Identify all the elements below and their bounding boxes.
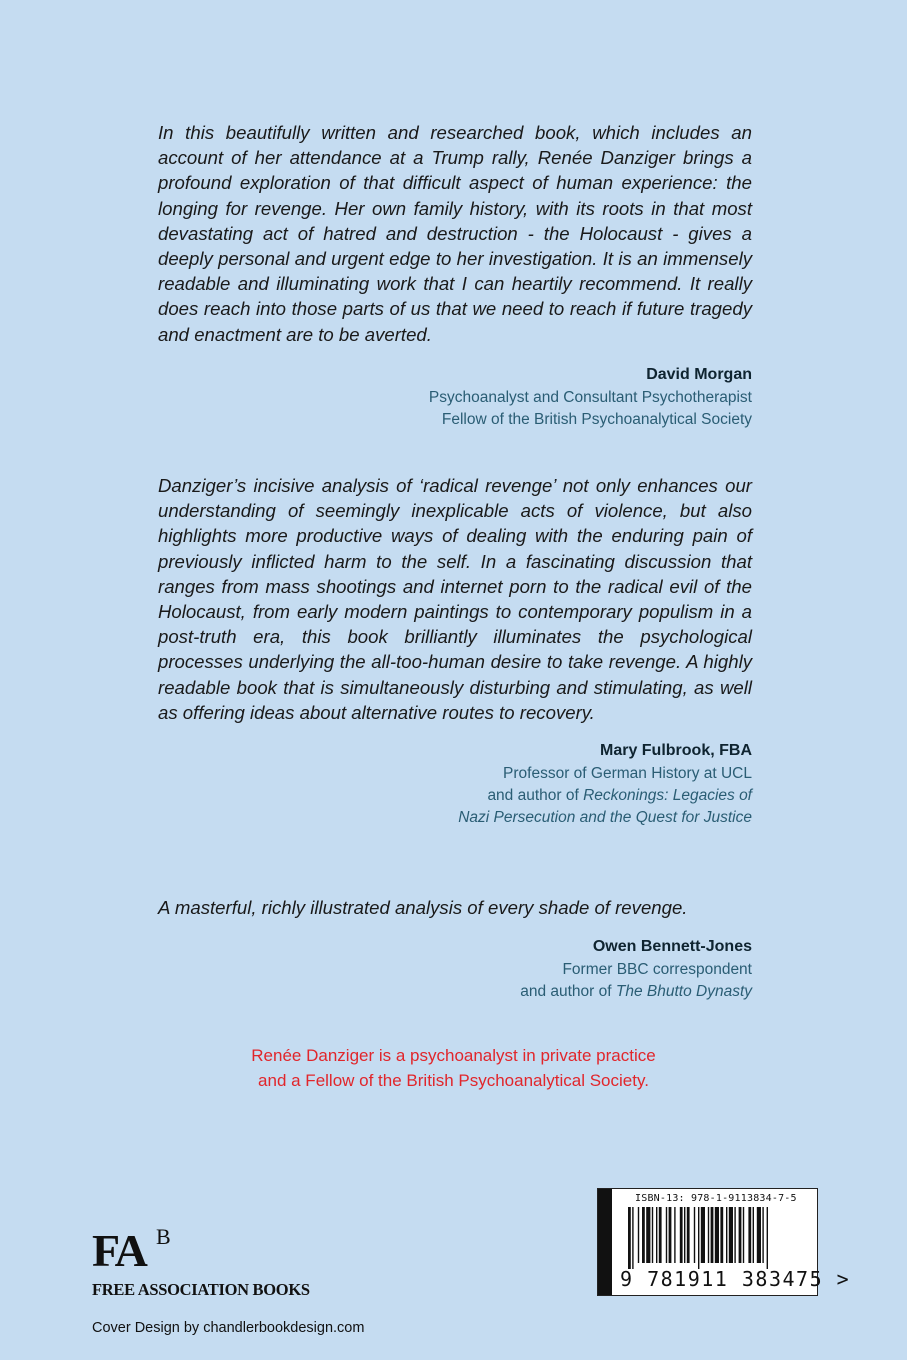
barcode-bar [680, 1207, 683, 1263]
review-attribution-2 [152, 740, 752, 829]
barcode-bar [715, 1207, 719, 1263]
barcode-bar [694, 1207, 695, 1263]
barcode-bar [734, 1207, 735, 1263]
barcode-bar [646, 1207, 650, 1263]
reviewer-book-title: Nazi Persecution and the Quest for Justice [458, 809, 752, 826]
barcode-bar [684, 1207, 685, 1263]
reviewer-name: David Morgan [646, 366, 752, 383]
reviewer-name: Mary Fulbrook, FBA [599, 742, 752, 759]
publisher-logo [92, 1224, 310, 1300]
reviewer-affiliation: and author of The Bhutto Dynasty [520, 983, 752, 1000]
barcode-bar [767, 1207, 768, 1269]
isbn-label: ISBN-13: 978-1-9113834-7-5 [635, 1193, 797, 1204]
author-bio-line: and a Fellow of the British Psychoanalytical Society. [258, 1071, 649, 1090]
barcode-bar [656, 1207, 657, 1263]
reviewer-title: Psychoanalyst and Consultant Psychotherapist [428, 389, 752, 406]
author-bio [0, 1043, 907, 1093]
barcode-bar [708, 1207, 709, 1263]
isbn-barcode [597, 1188, 851, 1296]
barcode-bar [748, 1207, 751, 1263]
barcode-bar [642, 1207, 645, 1263]
barcode-bar [726, 1207, 727, 1263]
publisher-name: FREE ASSOCIATION BOOKS [92, 1280, 310, 1299]
reviewer-affiliation: and author of Reckonings: Legacies of [487, 787, 752, 804]
reviewer-name: Owen Bennett-Jones [592, 938, 752, 955]
author-bio-line: Renée Danziger is a psychoanalyst in private practice [251, 1046, 656, 1065]
barcode-bar [669, 1207, 672, 1263]
barcode-bar [674, 1207, 675, 1263]
reviewer-title: Professor of German History at UCL [503, 765, 752, 782]
publisher-logo-mark-sup: B [156, 1224, 171, 1249]
barcode-bar [729, 1207, 733, 1263]
barcode-bar [632, 1207, 633, 1269]
barcode-bar [698, 1207, 699, 1269]
barcode-bar [666, 1207, 667, 1263]
barcode-bar [638, 1207, 639, 1263]
review-quote-2: Danziger’s incisive analysis of ‘radical revenge’ not only enhances our understanding of seemingly inexplicable acts of violence, but also highlights more productive ways of dealing with the enduring pain of previously inflicted harm to the self. In a fascinating discussion that ranges from mass shootings and internet porn to the radical evil of the Holocaust, from early modern paintings to contemporary populism in a post-truth era, this book brilliantly illuminates the psychological processes underlying the all-too-human desire to take revenge. A highly readable book that is simultaneously disturbing and stimulating, as well as offering ideas about alternative routes to recovery. [158, 475, 752, 723]
review-quote-3: A masterful, richly illustrated analysis of every shade of revenge. [158, 897, 688, 918]
publisher-logo-mark: FA [92, 1225, 146, 1276]
barcode-bar [659, 1207, 662, 1263]
review-quote-1: In this beautifully written and researched book, which includes an account of her attendance at a Trump rally, Renée Danziger brings a profound exploration of that difficult aspect of human experience: the longing for revenge. Her own family history, with its roots in that most devastating act of hatred and destruction - the Holocaust - gives a deeply personal and urgent edge to her investigation. It is an immensely readable and illuminating work that I can heartily recommend. It really does reach into those parts of us that we need to reach if future tragedy and enactment are to be averted. [158, 122, 752, 345]
barcode-bar [739, 1207, 742, 1263]
reviewer-affiliation: Fellow of the British Psychoanalytical Society [441, 411, 752, 428]
barcode-bar [687, 1207, 690, 1263]
barcode-bar [762, 1207, 763, 1263]
barcode-bar [628, 1207, 631, 1269]
barcode-bar [652, 1207, 653, 1263]
barcode-bars [628, 1207, 808, 1269]
barcode-bar [720, 1207, 723, 1263]
barcode-bar [753, 1207, 754, 1263]
barcode-bar [701, 1207, 705, 1263]
cover-design-credit: Cover Design by chandlerbookdesign.com [92, 1320, 365, 1336]
barcode-digits: 9 781911 383475 > [620, 1267, 851, 1291]
barcode-bar [743, 1207, 744, 1263]
barcode-edge-bar [598, 1189, 612, 1295]
reviewer-title: Former BBC correspondent [562, 961, 752, 978]
barcode-bar [711, 1207, 714, 1263]
barcode-bar [757, 1207, 761, 1263]
review-attribution-1 [152, 364, 752, 431]
review-attribution-3 [152, 936, 752, 1003]
